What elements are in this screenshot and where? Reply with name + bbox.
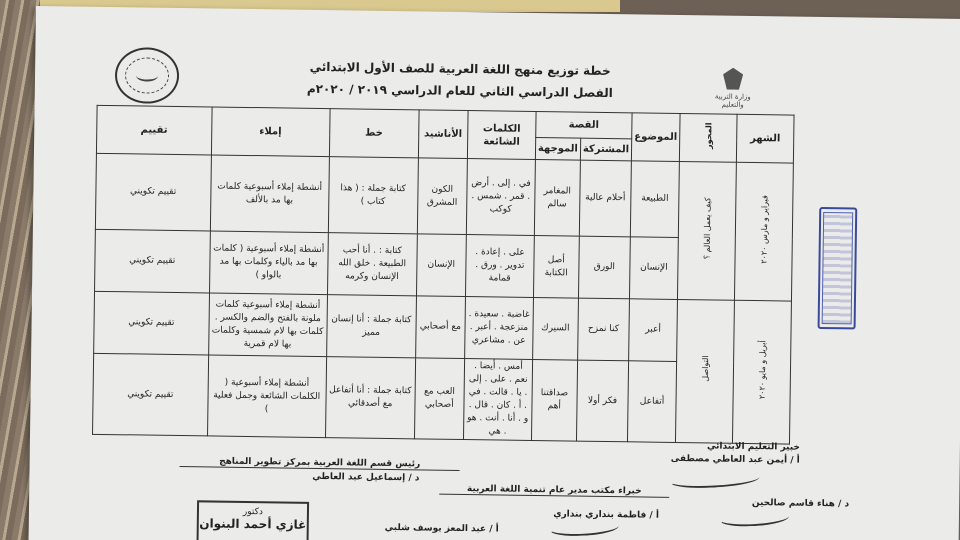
header-words: الكلمات الشائعة	[467, 111, 535, 160]
expert2-signature: أ / فاطمة بنداري بنداري	[553, 509, 660, 521]
ministry-logo	[715, 67, 752, 111]
assessment-cell: تقييم تكويني	[94, 291, 209, 355]
book-icon	[136, 69, 158, 81]
expert2-handwritten-signature	[548, 518, 619, 538]
curriculum-center-logo	[115, 47, 180, 104]
handwriting-cell: كتابة : . أنا أحب الطبيعة . خلق الله الإنسان وكرمه	[327, 233, 417, 296]
songs-cell: الإنسان	[416, 234, 466, 297]
topic-cell: الإنسان	[630, 237, 679, 300]
shared-story-cell: أحلام عالية	[579, 160, 631, 237]
header-assessment: تقييم	[96, 105, 211, 155]
month-cell: فبراير و مارس ٢٠٢٠	[734, 162, 793, 301]
words-cell: على . إعادة . تدوير . ورق . قمامة	[466, 235, 535, 298]
table-row	[95, 153, 793, 239]
dictation-cell: أنشطة إملاء أسبوعية ( كلمات بها مد بالياء وكلمات بها مد بالواو )	[209, 231, 328, 295]
head-title: رئيس قسم اللغة العربية بمركز تطوير المناهج	[180, 456, 460, 471]
axis-cell: كيف يعمل العالم ؟	[677, 161, 736, 300]
dictation-cell: أنشطة إملاء أسبوعية كلمات بها مد بالألف	[210, 155, 329, 233]
table-row	[94, 291, 792, 363]
month-cell: أبريل و مايو ٢٠٢٠	[732, 300, 791, 444]
curriculum-plan-table	[92, 105, 795, 445]
words-cell: في . إلى . أرض . قمر . شمس . كوكب	[466, 159, 535, 236]
document-title	[295, 56, 626, 105]
guided-story-cell: المغامر سالم	[534, 159, 580, 236]
expert1-signature: أ / عبد المعز يوسف شلبي	[384, 522, 499, 535]
head-signature	[179, 456, 459, 484]
expert-title: خبير التعليم الابتدائي	[706, 441, 800, 453]
head-name: د / إسماعيل عبد العاطي	[312, 471, 420, 484]
header-month: الشهر	[736, 114, 794, 163]
header-story: القصة	[536, 111, 633, 138]
expert3-handwritten-signature	[719, 508, 790, 528]
header-axis: المحور	[679, 114, 737, 163]
guided-story-cell: السيرك	[532, 297, 578, 360]
words-cell: أمس . أيضا . نعم . على . إلى . يا . قالت . في . أ . كان . قال . و . أنا . أنت . هو . هي	[464, 359, 533, 441]
document-page	[28, 6, 960, 540]
guided-story-cell: صداقتنا أهم	[531, 359, 577, 441]
axis-cell: التواصل	[675, 299, 734, 443]
dictation-cell: أنشطة إملاء أسبوعية كلمات ملونة بالفتح والضم والكسر . كلمات بها لام شمسية وكلمات بها لام قمرية	[208, 293, 327, 357]
shared-story-cell: كنا نمزح	[577, 298, 629, 361]
shared-story-cell: فكر أولا	[576, 360, 628, 442]
words-cell: غاضبة . سعيدة . منزعجة . أعبر . عن . مشاعري	[465, 297, 534, 360]
songs-cell: مع أصحابي	[415, 296, 465, 359]
assessment-cell: تقييم تكويني	[95, 153, 211, 231]
header-topic: الموضوع	[631, 113, 680, 162]
title-line-2: الفصل الدراسي الثاني للعام الدراسي ٢٠١٩ / ٢٠٢٠م	[306, 81, 613, 101]
assessment-cell: تقييم تكويني	[93, 353, 209, 436]
shared-story-cell: الورق	[578, 236, 630, 299]
blue-stamp	[818, 207, 858, 330]
dictation-cell: أنشطة إملاء أسبوعية ( الكلمات الشائعة وجمل فعلية )	[207, 355, 326, 438]
experts-heading: خبراء مكتب مدير عام تنمية اللغة العربية	[439, 484, 669, 498]
ministry-caption: وزارة التربية والتعليم	[714, 92, 751, 109]
handwriting-cell: كتابة جملة : أنا أتفاعل مع أصدقائي	[325, 357, 415, 439]
header-story-shared: المشتركة	[580, 138, 632, 161]
songs-cell: العب مع أصحابي	[414, 358, 465, 440]
header-dictation: إملاء	[211, 107, 330, 157]
guided-story-cell: أصل الكتابة	[533, 235, 579, 298]
header-handwriting: خط	[329, 109, 419, 158]
assessment-cell: تقييم تكويني	[95, 229, 210, 293]
handwriting-cell: كتابة جملة : أنا إنسان مميز	[326, 295, 416, 358]
header-songs: الأناشيد	[418, 110, 468, 159]
handwriting-cell: كتابة جملة : ( هذا كتاب )	[328, 157, 418, 234]
expert3-signature: د / هناء قاسم صالحين	[751, 498, 850, 510]
doctor-name-stamp: دكتور غازي أحمد البنوان	[196, 500, 309, 540]
songs-cell: الكون المشرق	[417, 158, 467, 235]
header-story-guided: الموجهة	[535, 137, 580, 160]
expert-signature	[640, 440, 800, 465]
eagle-icon	[723, 68, 743, 90]
expert-name: أ / أيمن عبد العاطي مصطفى	[670, 453, 800, 466]
topic-cell: أعبر	[629, 299, 678, 362]
topic-cell: الطبيعة	[630, 161, 679, 238]
expert-handwritten-signature	[669, 469, 760, 490]
topic-cell: أتفاعل	[628, 361, 677, 443]
title-line-1: خطة توزيع منهج اللغة العربية للصف الأول الابتدائي	[309, 59, 611, 79]
